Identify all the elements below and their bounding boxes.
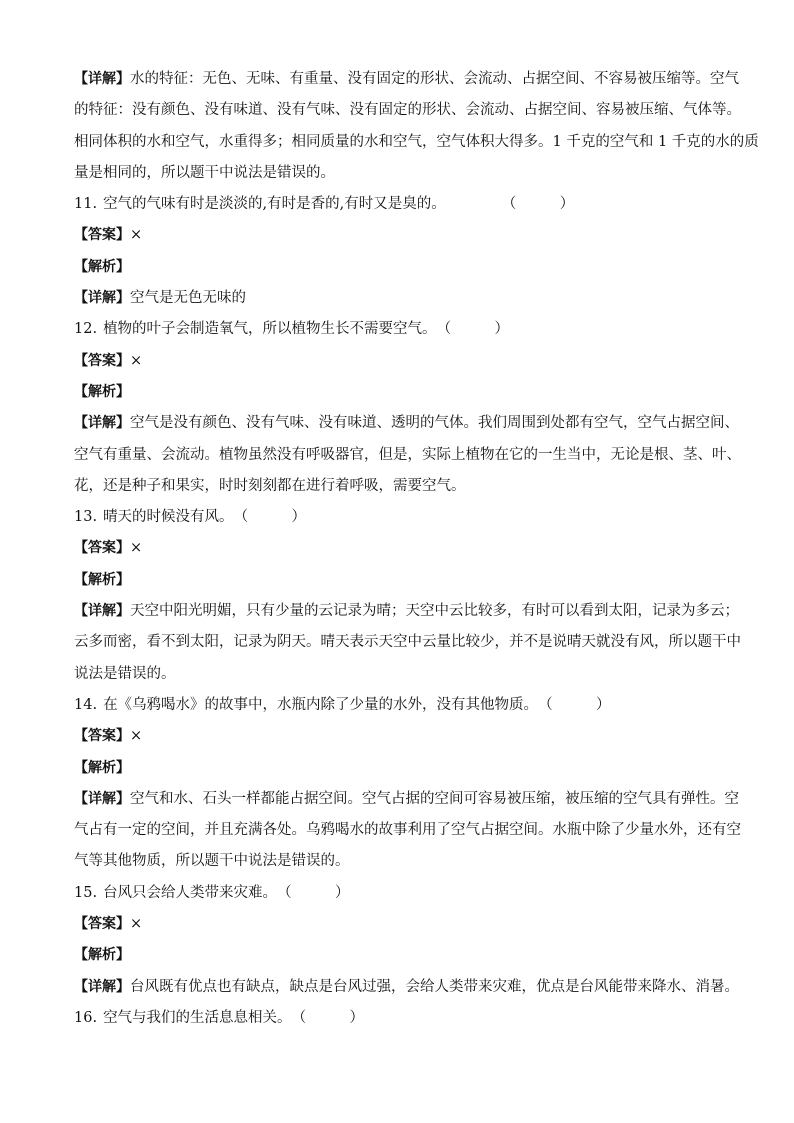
analysis-line-13 xyxy=(74,565,724,596)
analysis-line-11 xyxy=(74,252,724,283)
detail-line-13-3: 说法是错误的。 xyxy=(74,665,176,682)
question-number: 15. xyxy=(74,884,98,901)
question-text: 植物的叶子会制造氧气，所以植物生长不需要空气。 xyxy=(103,321,437,338)
intro-detail-line-2: 的特征：没有颜色、没有味道、没有气味、没有固定的形状、会流动、占据空间、容易被压缩、气体等。 xyxy=(74,102,741,119)
answer-value: × xyxy=(130,352,143,369)
detail-line-12-1: 【详解】空气是没有颜色、没有气味、没有味道、透明的气体。我们周围到处都有空气，空气占据空间、 xyxy=(74,415,739,432)
detail-label: 【详解】 xyxy=(74,71,130,87)
question-12 xyxy=(74,314,724,345)
detail-line-14-3: 气等其他物质，所以题干中说法是错误的。 xyxy=(74,853,350,870)
question-number: 13. xyxy=(74,509,98,526)
question-number: 16. xyxy=(74,1009,98,1026)
answer-label: 【答案】 xyxy=(74,916,130,933)
detail-line-13-1: 【详解】天空中阳光明媚，只有少量的云记录为晴；天空中云比较多，有时可以看到太阳，记录为多云； xyxy=(74,603,739,620)
question-text: 空气与我们的生活息息相关。 xyxy=(103,1009,292,1026)
question-number: 11. xyxy=(74,196,98,213)
analysis-label: 【解析】 xyxy=(74,571,130,588)
answer-blank: （ ） xyxy=(291,1009,365,1026)
detail-line-12-2: 空气有重量、会流动。植物虽然没有呼吸器官，但是，实际上植物在它的一生当中，无论是根、茎、叶、 xyxy=(74,446,741,463)
answer-value: × xyxy=(130,227,143,244)
answer-blank: （ ） xyxy=(277,884,350,901)
question-11 xyxy=(74,189,724,220)
question-text: 晴天的时候没有风。 xyxy=(103,509,234,526)
analysis-label: 【解析】 xyxy=(74,947,130,964)
answer-blank: （ ） xyxy=(501,196,575,213)
question-number: 12. xyxy=(74,321,98,338)
question-16 xyxy=(74,1003,724,1034)
intro-detail-line-3: 相同体积的水和空气，水重得多；相同质量的水和空气，空气体积大得多。1 千克的空气和 1 千克的水的质 xyxy=(74,133,759,150)
answer-value: × xyxy=(130,916,143,933)
question-text: 台风只会给人类带来灾难。 xyxy=(103,884,278,901)
intro-detail-line-1: 【详解】水的特征：无色、无味、有重量、没有固定的形状、会流动、占据空间、不容易被压缩等。空气 xyxy=(74,71,739,87)
detail-label: 【详解】 xyxy=(74,978,130,995)
document-page xyxy=(74,64,759,1034)
intro-detail-line-4: 量是相同的，所以题干中说法是错误的。 xyxy=(74,164,335,181)
answer-blank: （ ） xyxy=(233,509,307,526)
detail-line-13-2: 云多而密，看不到太阳，记录为阴天。晴天表示天空中云量比较少，并不是说晴天就没有风，所以题干中 xyxy=(74,634,741,651)
analysis-line-15 xyxy=(74,940,724,971)
answer-blank: （ ） xyxy=(436,321,510,338)
detail-label: 【详解】 xyxy=(74,603,130,620)
detail-label: 【详解】 xyxy=(74,290,130,307)
answer-blank: （ ） xyxy=(538,696,611,713)
analysis-label: 【解析】 xyxy=(74,383,130,400)
answer-value: × xyxy=(130,540,143,557)
answer-value: × xyxy=(130,728,143,745)
answer-line-12 xyxy=(74,346,724,377)
answer-label: 【答案】 xyxy=(74,352,130,369)
detail-label: 【详解】 xyxy=(74,790,130,807)
question-text: 在《乌鸦喝水》的故事中，水瓶内除了少量的水外，没有其他物质。 xyxy=(103,696,539,713)
question-number: 14. xyxy=(74,696,98,713)
answer-line-13 xyxy=(74,533,724,564)
answer-label: 【答案】 xyxy=(74,227,130,244)
detail-line-15-1: 【详解】台风既有优点也有缺点，缺点是台风过强，会给人类带来灾难，优点是台风能带来降水、消暑。 xyxy=(74,978,739,995)
detail-line-11-1: 【详解】空气是无色无味的 xyxy=(74,290,246,307)
question-13 xyxy=(74,502,724,533)
analysis-label: 【解析】 xyxy=(74,258,130,275)
answer-label: 【答案】 xyxy=(74,540,130,557)
detail-label: 【详解】 xyxy=(74,415,130,432)
question-15 xyxy=(74,878,724,909)
answer-line-15 xyxy=(74,909,724,940)
analysis-line-14 xyxy=(74,753,724,784)
answer-line-14 xyxy=(74,721,724,752)
question-text: 空气的气味有时是淡淡的,有时是香的,有时又是臭的。 xyxy=(103,196,446,213)
analysis-line-12 xyxy=(74,377,724,408)
detail-line-14-1: 【详解】空气和水、石头一样都能占据空间。空气占据的空间可容易被压缩，被压缩的空气具有弹性。空 xyxy=(74,790,739,807)
detail-line-14-2: 气占有一定的空间，并且充满各处。乌鸦喝水的故事利用了空气占据空间。水瓶中除了少量水外，还有空 xyxy=(74,822,741,839)
answer-line-11 xyxy=(74,220,724,251)
answer-label: 【答案】 xyxy=(74,728,130,745)
detail-line-12-3: 花，还是种子和果实，时时刻刻都在进行着呼吸，需要空气。 xyxy=(74,477,466,494)
question-14 xyxy=(74,690,724,721)
analysis-label: 【解析】 xyxy=(74,759,130,776)
